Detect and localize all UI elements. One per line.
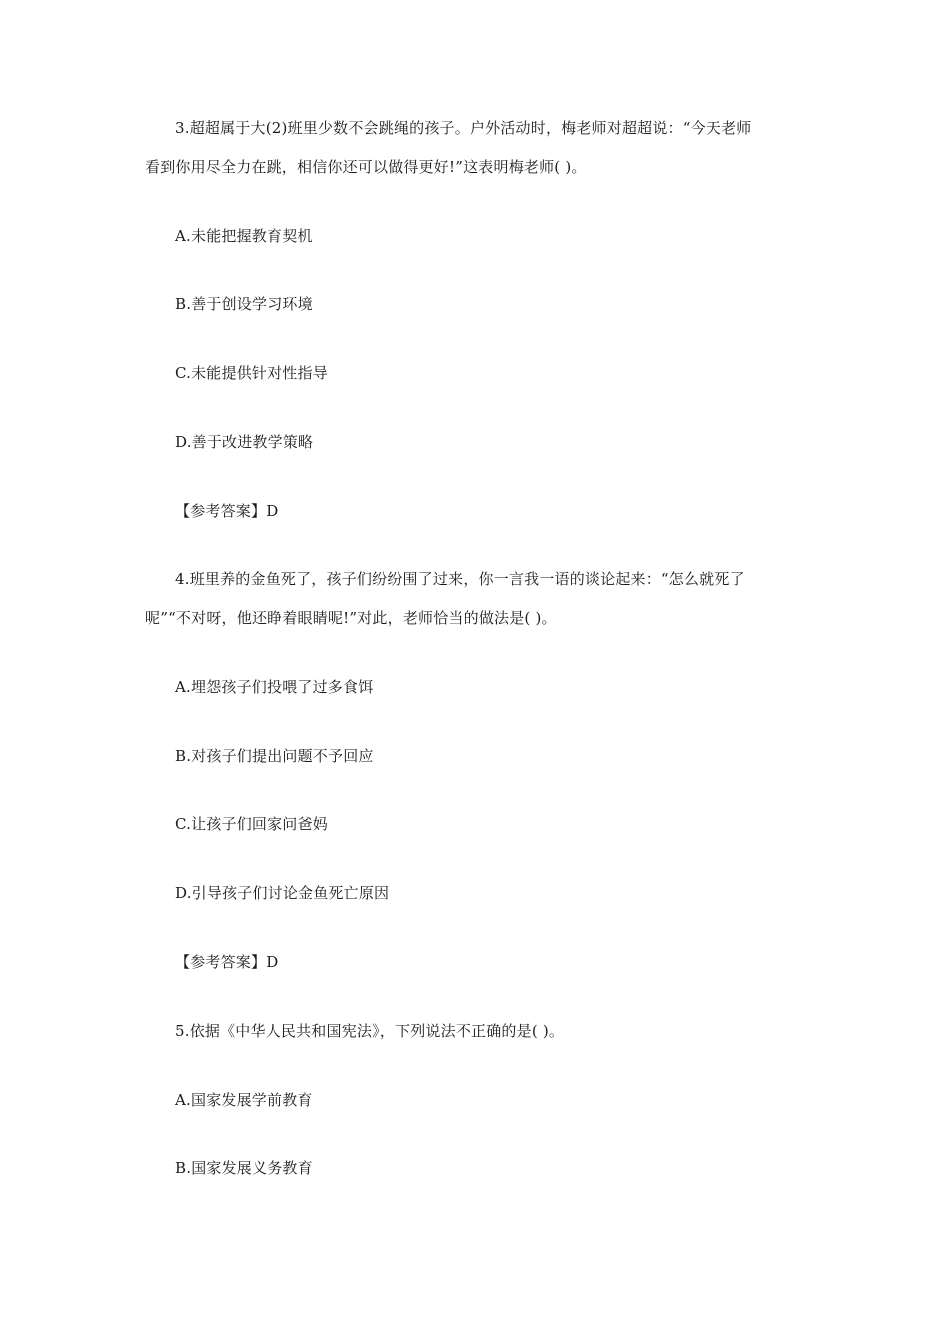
question-4-stem-line-1: 4.班里养的金鱼死了，孩子们纷纷围了过来，你一言我一语的谈论起来：“怎么就死了 — [175, 570, 745, 588]
question-3-answer: 【参考答案】D — [175, 502, 279, 520]
question-3-option-a: A.未能把握教育契机 — [175, 227, 313, 245]
question-3-stem-line-1: 3.超超属于大(2)班里少数不会跳绳的孩子。户外活动时，梅老师对超超说：“今天老师 — [175, 119, 752, 137]
question-4-option-b: B.对孩子们提出问题不予回应 — [175, 747, 374, 765]
question-4-option-a: A.埋怨孩子们投喂了过多食饵 — [175, 678, 374, 696]
question-4-option-d: D.引导孩子们讨论金鱼死亡原因 — [175, 884, 390, 902]
question-3-option-d: D.善于改进教学策略 — [175, 433, 314, 451]
question-4-answer: 【参考答案】D — [175, 953, 279, 971]
question-5-stem-line-1: 5.依据《中华人民共和国宪法》，下列说法不正确的是( )。 — [175, 1022, 565, 1040]
question-4-option-c: C.让孩子们回家问爸妈 — [175, 815, 328, 833]
question-3-stem-line-2: 看到你用尽全力在跳，相信你还可以做得更好!”这表明梅老师( )。 — [145, 158, 587, 176]
question-4-stem-line-2: 呢”“不对呀，他还睁着眼睛呢!”对此，老师恰当的做法是( )。 — [145, 609, 557, 627]
question-3-option-c: C.未能提供针对性指导 — [175, 364, 328, 382]
question-3-option-b: B.善于创设学习环境 — [175, 295, 313, 313]
question-5-option-b: B.国家发展义务教育 — [175, 1159, 313, 1177]
question-5-option-a: A.国家发展学前教育 — [175, 1091, 313, 1109]
